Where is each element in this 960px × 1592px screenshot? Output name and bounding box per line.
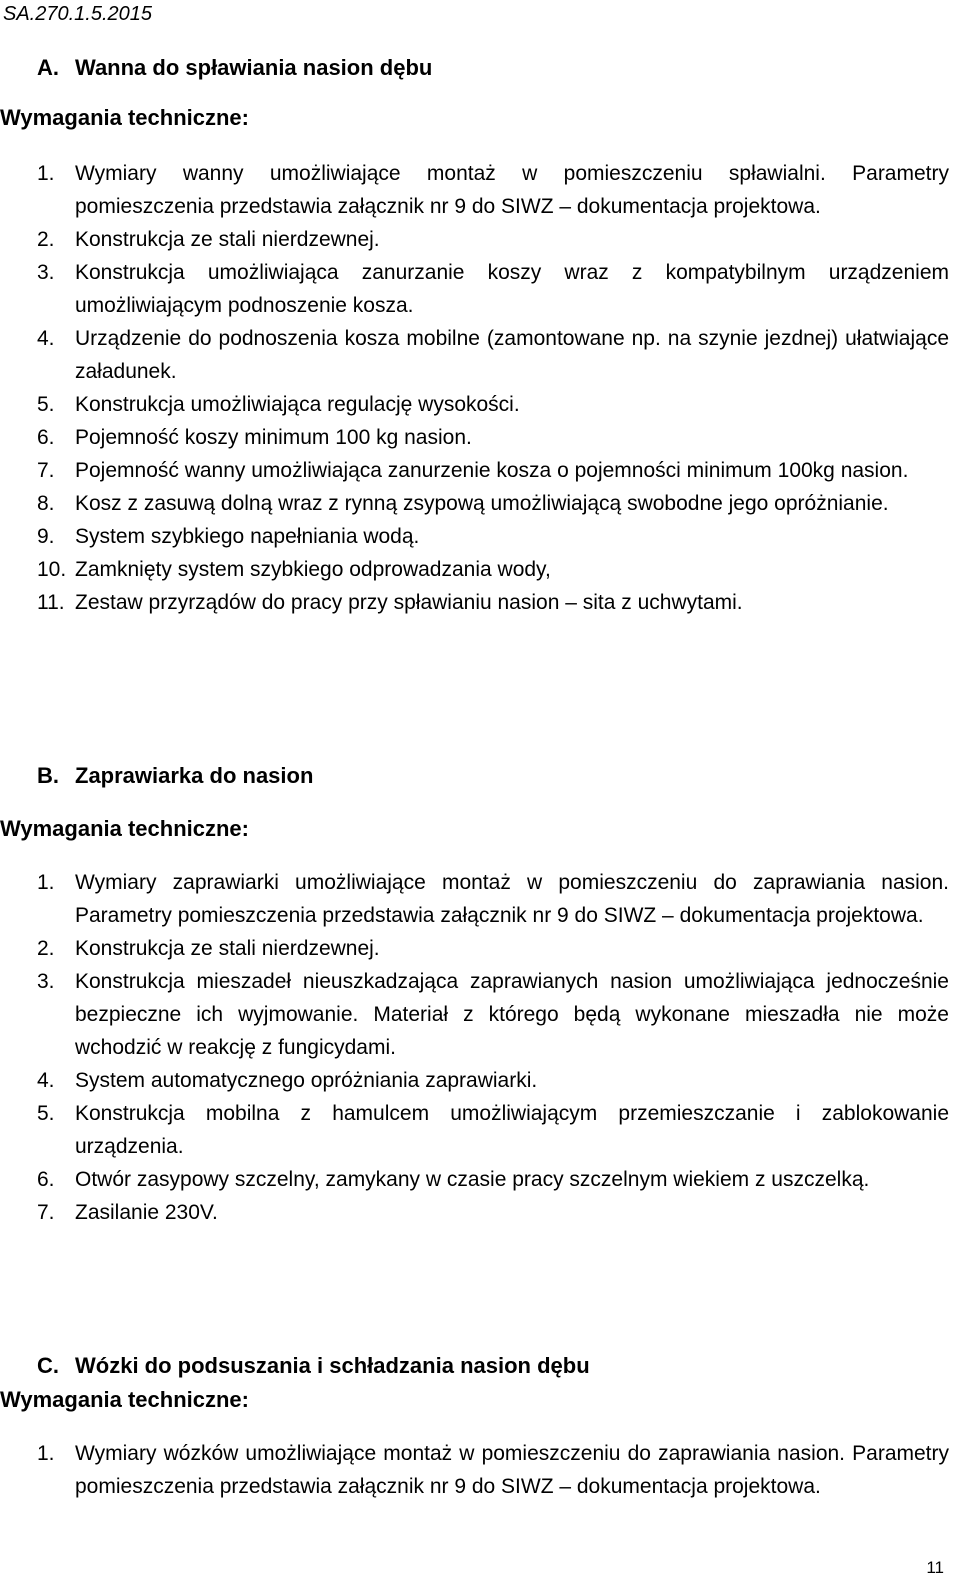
section-letter: B. [37, 763, 59, 788]
item-number: 7. [37, 1201, 55, 1224]
list-item [37, 256, 949, 322]
list-item [37, 932, 949, 965]
item-number: 5. [37, 1102, 55, 1125]
item-text: Wymiary wanny umożliwiające montaż w pomieszczeniu spławialni. Parametry pomieszczenia przedstawia załącznik nr 9 do SIWZ – dokumentacja projektowa. [75, 162, 949, 218]
list-item [37, 965, 949, 1064]
item-text: Otwór zasypowy szczelny, zamykany w czasie pracy szczelnym wiekiem z uszczelką. [75, 1168, 870, 1191]
list-item [37, 553, 949, 586]
item-text: Konstrukcja ze stali nierdzewnej. [75, 228, 380, 251]
requirements-heading: Wymagania techniczne: [0, 816, 249, 841]
section-title: Wanna do spławiania nasion dębu [75, 55, 433, 80]
item-number: 2. [37, 937, 55, 960]
item-text: Pojemność koszy minimum 100 kg nasion. [75, 426, 472, 449]
item-text: Pojemność wanny umożliwiająca zanurzenie kosza o pojemności minimum 100kg nasion. [75, 459, 909, 482]
item-text: Zamknięty system szybkiego odprowadzania wody, [75, 558, 551, 581]
item-text: Kosz z zasuwą dolną wraz z rynną zsypową umożliwiającą swobodne jego opróżnianie. [75, 492, 889, 515]
item-text: Konstrukcja umożliwiająca zanurzanie koszy wraz z kompatybilnym urządzeniem umożliwiającym podnoszenie kosza. [75, 261, 949, 317]
item-number: 1. [37, 871, 55, 894]
item-number: 8. [37, 492, 55, 515]
section-title: Zaprawiarka do nasion [75, 763, 314, 788]
list-item [37, 487, 949, 520]
requirements-heading: Wymagania techniczne: [0, 105, 249, 130]
item-text: Wymiary wózków umożliwiające montaż w pomieszczeniu do zaprawiania nasion. Parametry pomieszczenia przedstawia załącznik nr 9 do SIWZ – dokumentacja projektowa. [75, 1442, 949, 1498]
list-item [37, 520, 949, 553]
item-number: 3. [37, 970, 55, 993]
list-item [37, 1064, 949, 1097]
item-text: Konstrukcja ze stali nierdzewnej. [75, 937, 380, 960]
list-item [37, 157, 949, 223]
item-text: System automatycznego opróżniania zaprawiarki. [75, 1069, 538, 1092]
item-number: 11. [37, 591, 65, 614]
list-item [37, 586, 949, 619]
section-a-list [37, 157, 949, 619]
list-item [37, 223, 949, 256]
item-number: 6. [37, 1168, 55, 1191]
section-b-heading [37, 760, 313, 792]
item-number: 1. [37, 1442, 55, 1465]
list-item [37, 1097, 949, 1163]
item-number: 5. [37, 393, 55, 416]
item-number: 7. [37, 459, 55, 482]
list-item [37, 421, 949, 454]
list-item [37, 322, 949, 388]
item-text: Konstrukcja umożliwiająca regulację wysokości. [75, 393, 520, 416]
item-number: 2. [37, 228, 55, 251]
list-item [37, 388, 949, 421]
section-title: Wózki do podsuszania i schładzania nasion dębu [75, 1353, 590, 1378]
list-item [37, 454, 949, 487]
section-letter: A. [37, 55, 59, 80]
item-text: Zestaw przyrządów do pracy przy spławianiu nasion – sita z uchwytami. [75, 591, 743, 614]
item-text: Zasilanie 230V. [75, 1201, 218, 1224]
list-item [37, 1163, 949, 1196]
item-text: Wymiary zaprawiarki umożliwiające montaż w pomieszczeniu do zaprawiania nasion. Parametry pomieszczenia przedstawia załącznik nr 9 do SIWZ – dokumentacja projektowa. [75, 871, 949, 927]
item-text: Konstrukcja mieszadeł nieuszkadzająca zaprawianych nasion umożliwiająca jednocześnie bezpieczne ich wyjmowanie. Materiał z którego będą wykonane mieszadła nie może wchodzić w reakcję z fungicydami. [75, 970, 949, 1059]
item-number: 1. [37, 162, 55, 185]
section-b-list [37, 866, 949, 1229]
list-item [37, 1437, 949, 1503]
item-number: 4. [37, 1069, 55, 1092]
item-number: 4. [37, 327, 55, 350]
section-a-heading [37, 52, 432, 84]
requirements-heading: Wymagania techniczne: [0, 1387, 249, 1412]
item-text: System szybkiego napełniania wodą. [75, 525, 420, 548]
item-number: 3. [37, 261, 55, 284]
item-text: Konstrukcja mobilna z hamulcem umożliwiającym przemieszczanie i zablokowanie urządzenia. [75, 1102, 949, 1158]
item-number: 10. [37, 558, 67, 581]
section-c-list [37, 1437, 949, 1503]
item-number: 6. [37, 426, 55, 449]
list-item [37, 1196, 949, 1229]
section-letter: C. [37, 1353, 59, 1378]
section-c-heading [37, 1350, 590, 1382]
item-number: 9. [37, 525, 55, 548]
list-item [37, 866, 949, 932]
document-reference: SA.270.1.5.2015 [3, 3, 153, 25]
item-text: Urządzenie do podnoszenia kosza mobilne (zamontowane np. na szynie jezdnej) ułatwiające załadunek. [75, 327, 949, 383]
page-number: 11 [926, 1558, 944, 1577]
